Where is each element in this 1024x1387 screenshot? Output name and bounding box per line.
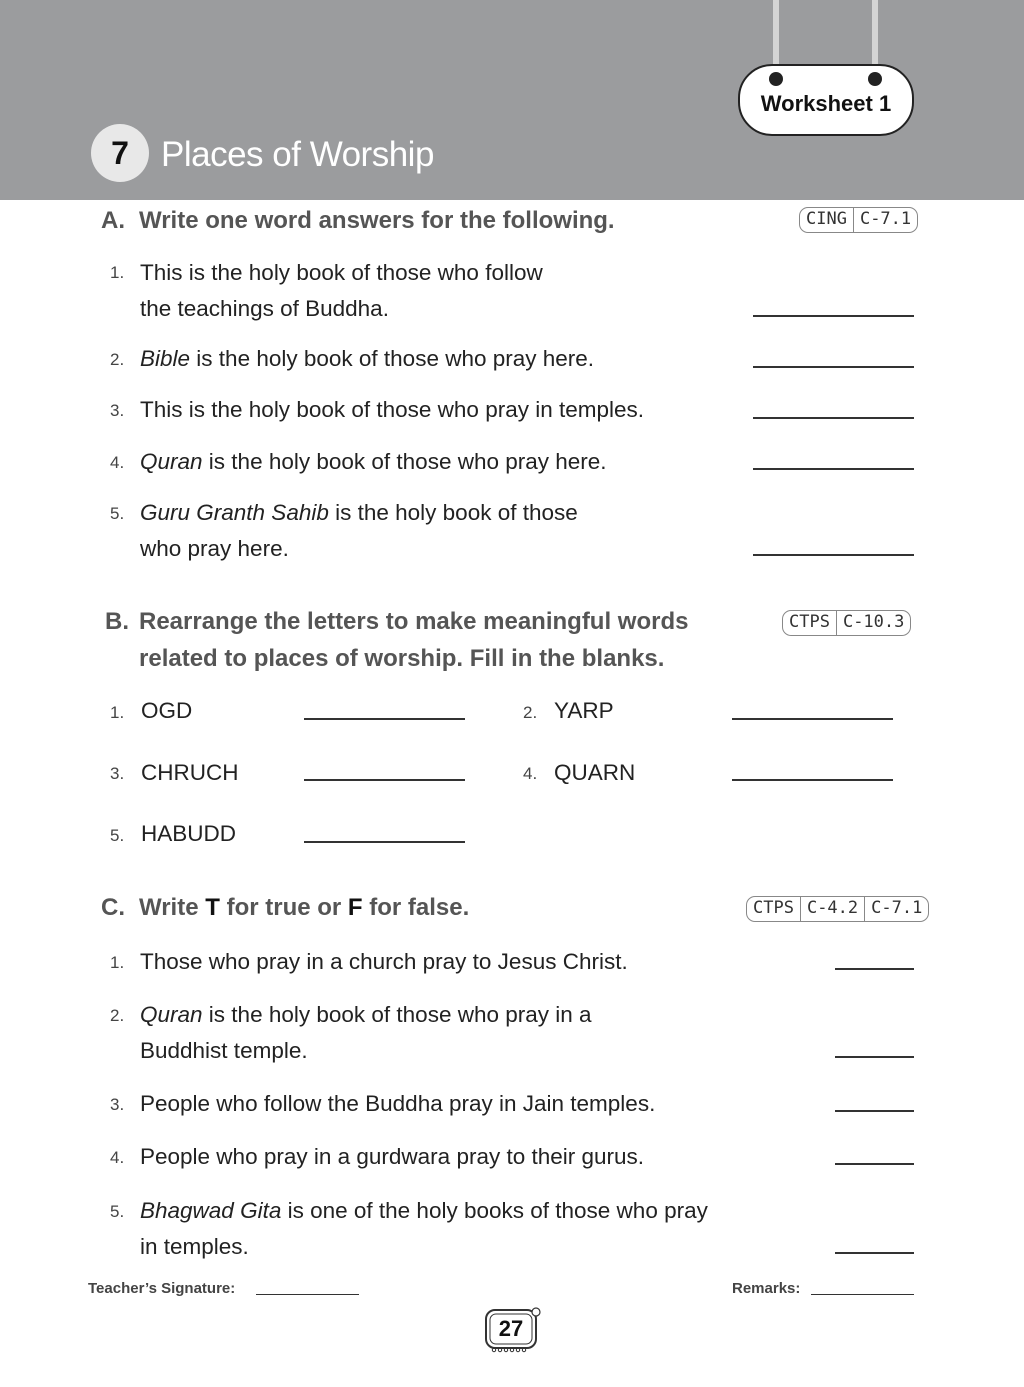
item-number: 3. [110,764,125,783]
answer-blank[interactable] [753,366,914,368]
question-line: This is the holy book of those who follow [140,260,543,285]
section-c-title: T [205,894,220,921]
question-text [140,495,578,567]
question-number: 1. [110,953,125,972]
answer-blank[interactable] [835,968,914,970]
question-text: Those who pray in a church pray to Jesus Christ. [140,949,628,974]
section-c-heading [101,889,469,926]
question-text: People who follow the Buddha pray in Jain temples. [140,1091,656,1116]
answer-blank[interactable] [304,718,465,720]
italic-term: Quran [140,1002,203,1027]
section-a-title: Write one word answers for the following. [139,207,615,234]
jumbled-word: YARP [554,698,614,723]
question-number: 1. [110,263,125,282]
jumbled-word: HABUDD [141,821,237,846]
section-b-letter: B. [105,608,129,635]
question-text: People who pray in a gurdwara pray to their gurus. [140,1144,645,1169]
item-number: 4. [523,764,538,783]
question-text [140,444,607,480]
jumbled-word: OGD [141,698,193,723]
section-c-title: F [347,894,363,921]
page-number: 27 [498,1316,524,1341]
answer-blank[interactable] [835,1163,914,1165]
answer-blank[interactable] [753,315,914,317]
answer-blank[interactable] [732,779,893,781]
section-b-title-line1: Rearrange the letters to make meaningful words [139,608,689,635]
answer-blank[interactable] [835,1110,914,1112]
italic-term: Bible [140,346,191,371]
question-text [140,1193,708,1265]
italic-term: Quran [140,449,203,474]
answer-blank[interactable] [753,468,914,470]
question-number: 2. [110,350,125,369]
skill-code: C-7.1 [864,897,928,921]
question-line: is the holy book of those who pray here. [190,346,595,371]
question-number: 5. [110,504,125,523]
question-line: is one of the holy books of those who pray [281,1198,708,1223]
answer-blank[interactable] [732,718,893,720]
answer-blank[interactable] [835,1056,914,1058]
section-a-skill-codes [799,207,918,233]
section-b-heading [105,603,688,677]
section-c-title: for false. [362,894,470,921]
question-text [140,341,594,377]
question-line: who pray here. [140,536,289,561]
question-line: the teachings of Buddha. [140,296,389,321]
skill-code: CTPS [753,898,794,918]
chapter-number: 7 [111,134,129,171]
question-number: 2. [110,1006,125,1025]
question-number: 3. [110,401,125,420]
italic-term: Bhagwad Gita [140,1198,282,1223]
section-c-title: Write [139,894,206,921]
question-line: is the holy book of those [328,500,578,525]
skill-code: C-4.2 [800,897,864,921]
section-c-skill-codes [746,896,929,922]
chapter-title: Places of Worship [161,135,434,174]
section-c-title: for true or [219,894,348,921]
section-a-heading [101,202,615,239]
skill-code: CING [806,209,847,229]
question-line: is the holy book of those who pray here. [202,449,607,474]
question-text [140,997,592,1069]
worksheet-tag [738,64,914,136]
question-number: 4. [110,453,125,472]
question-number: 5. [110,1202,125,1221]
answer-blank[interactable] [304,841,465,843]
question-line: Buddhist temple. [140,1038,308,1063]
italic-term: Guru Granth Sahib [140,500,329,525]
remarks-blank[interactable] [811,1294,914,1295]
answer-blank[interactable] [304,779,465,781]
tag-hole-right [868,72,882,86]
section-b-skill-codes [782,610,911,636]
section-b-title-line2: related to places of worship. Fill in the blanks. [139,645,665,672]
jumbled-word: QUARN [554,760,636,785]
teacher-signature-label: Teacher’s Signature: [88,1280,236,1297]
section-a-letter: A. [101,207,125,234]
jumbled-word: CHRUCH [141,760,239,785]
teacher-signature-blank[interactable] [256,1294,359,1295]
tag-hole-left [769,72,783,86]
question-number: 4. [110,1148,125,1167]
skill-code: CTPS [789,612,830,632]
skill-code: C-10.3 [836,611,910,635]
section-c-letter: C. [101,894,125,921]
item-number: 5. [110,826,125,845]
chapter-number-badge [91,124,149,182]
remarks-label: Remarks: [732,1280,801,1297]
question-line: is the holy book of those who pray in a [202,1002,592,1027]
question-text: This is the holy book of those who pray in temples. [140,397,645,422]
answer-blank[interactable] [835,1252,914,1254]
skill-code: C-7.1 [853,208,917,232]
answer-blank[interactable] [753,554,914,556]
item-number: 1. [110,703,125,722]
question-number: 3. [110,1095,125,1114]
question-line: in temples. [140,1234,249,1259]
worksheet-label: Worksheet 1 [760,91,892,116]
answer-blank[interactable] [753,417,914,419]
item-number: 2. [523,703,538,722]
question-text [140,255,543,327]
